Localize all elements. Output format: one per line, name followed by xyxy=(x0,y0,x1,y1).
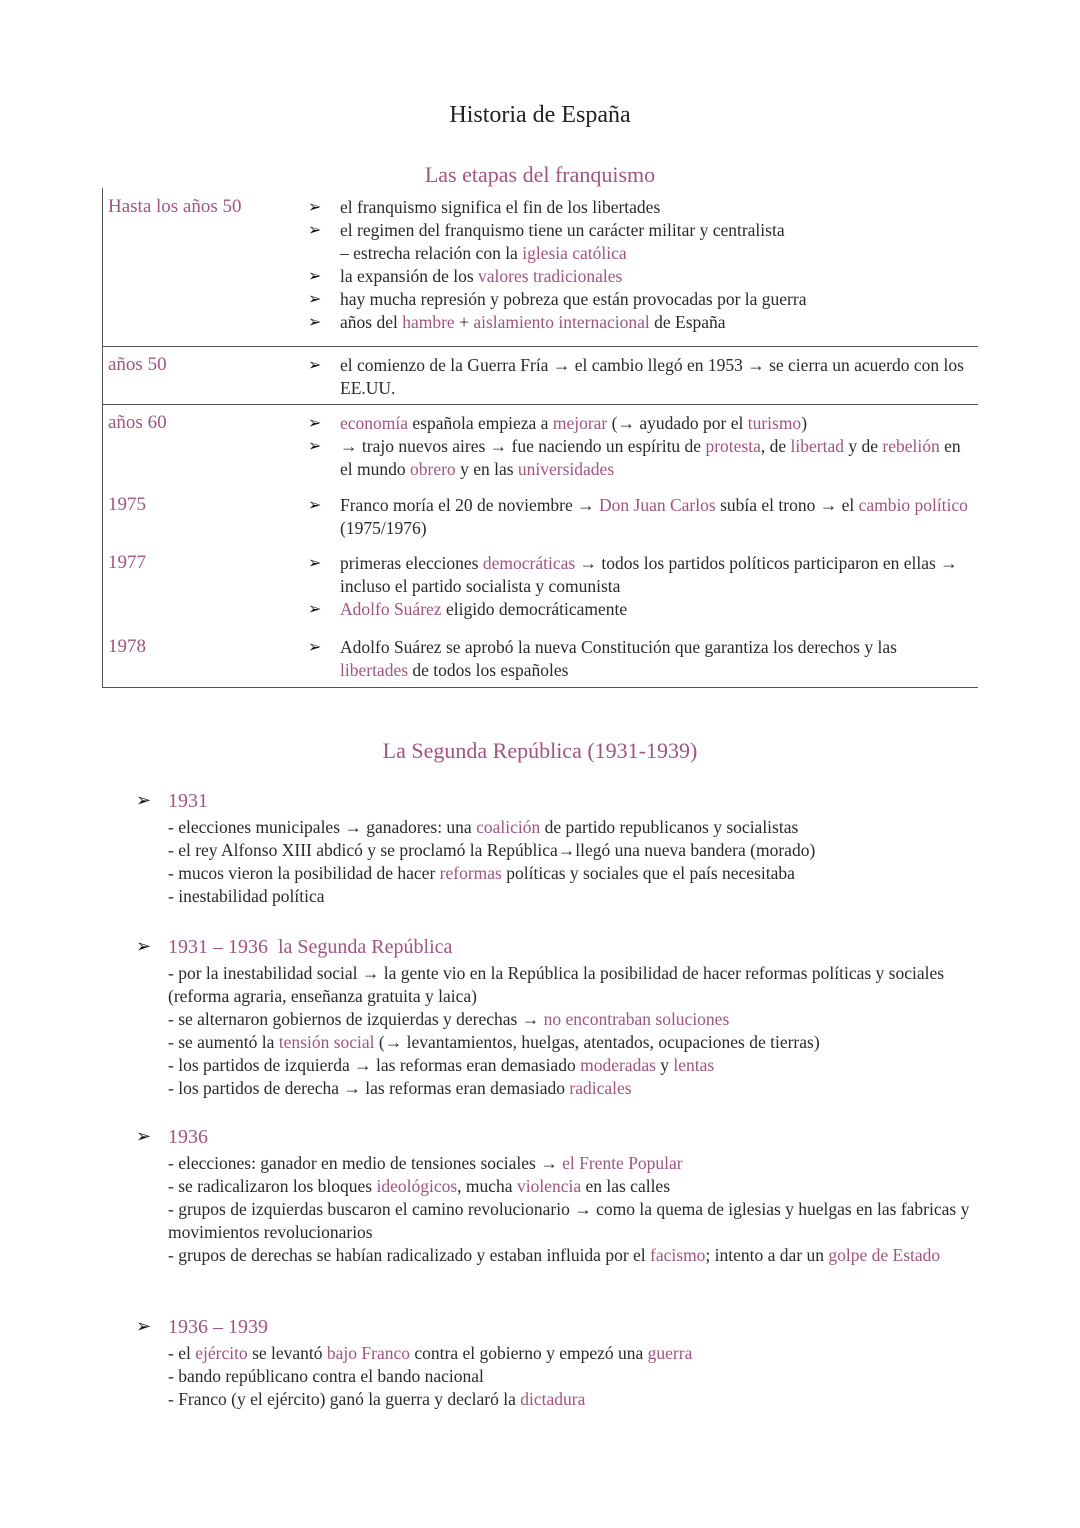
row-label: años 60 xyxy=(108,412,167,433)
list-item xyxy=(308,265,968,288)
rich-text xyxy=(168,1366,484,1386)
document-title: Historia de España xyxy=(449,102,631,128)
rich-text xyxy=(340,495,968,538)
rich-text xyxy=(168,1389,585,1409)
highlighted-term: moderadas xyxy=(580,1055,656,1075)
arrow-bullet-icon: ➢ xyxy=(308,199,322,216)
text-segment: primeras elecciones xyxy=(340,553,483,573)
list-item xyxy=(168,1031,976,1054)
highlighted-term: lentas xyxy=(673,1055,715,1075)
row-items xyxy=(308,412,968,481)
list-item xyxy=(168,816,976,839)
text-segment: , de xyxy=(760,436,791,456)
list-item xyxy=(168,1152,976,1175)
highlighted-term: no encontraban soluciones xyxy=(543,1009,730,1029)
list-item xyxy=(308,412,968,435)
table-divider xyxy=(102,687,978,688)
group-heading: 1931 – 1936 la Segunda República xyxy=(168,936,453,958)
text-segment: políticas y sociales que el país necesitaba xyxy=(501,863,795,883)
text-segment: - elecciones: ganador en medio de tensiones sociales → xyxy=(168,1153,563,1173)
list-item xyxy=(168,1365,976,1388)
text-segment: española empieza a xyxy=(408,413,553,433)
list-item xyxy=(308,494,968,540)
text-segment: - bando repúblicano contra el bando nacional xyxy=(168,1366,484,1386)
highlighted-term: violencia xyxy=(516,1176,582,1196)
text-segment: - se alternaron gobiernos de izquierdas y derechas → xyxy=(168,1009,544,1029)
list-item xyxy=(308,219,968,242)
arrow-bullet-icon: ➢ xyxy=(308,639,322,656)
rich-text xyxy=(340,266,622,286)
highlighted-term: rebelión xyxy=(882,436,940,456)
list-item xyxy=(308,435,968,481)
rich-text xyxy=(168,1199,969,1242)
table-divider xyxy=(102,404,978,405)
highlighted-term: tensión social xyxy=(278,1032,375,1052)
rich-text xyxy=(340,355,964,398)
arrow-bullet-icon: ➢ xyxy=(308,438,322,455)
section-title-franquismo: Las etapas del franquismo xyxy=(424,162,656,187)
highlighted-term: bajo Franco xyxy=(326,1343,411,1363)
highlighted-term: radicales xyxy=(569,1078,632,1098)
rich-text xyxy=(340,220,785,240)
text-segment: contra el gobierno y empezó una xyxy=(410,1343,648,1363)
arrow-bullet-icon: ➢ xyxy=(136,936,152,956)
row-items xyxy=(308,196,968,334)
text-segment: años del xyxy=(340,312,403,332)
highlighted-term: reformas xyxy=(439,863,502,883)
rich-text xyxy=(340,243,627,263)
arrow-bullet-icon: ➢ xyxy=(308,601,322,618)
text-segment: - el rey Alfonso XIII abdicó y se proclamó la República→llegó una nueva bandera (morado) xyxy=(168,840,816,860)
text-segment: de todos los españoles xyxy=(408,660,569,680)
text-segment: el franquismo significa el fin de los libertades xyxy=(340,197,661,217)
list-item xyxy=(168,1175,976,1198)
arrow-bullet-icon: ➢ xyxy=(308,415,322,432)
arrow-bullet-icon: ➢ xyxy=(308,291,322,308)
list-item xyxy=(308,288,968,311)
highlighted-term: democráticas xyxy=(482,553,576,573)
text-segment: de España xyxy=(649,312,726,332)
list-item xyxy=(308,636,968,682)
group-heading: 1936 – 1939 xyxy=(168,1316,268,1338)
text-segment: hay mucha represión y pobreza que están provocadas por la guerra xyxy=(340,289,807,309)
highlighted-term: Adolfo Suárez xyxy=(340,599,442,619)
text-segment: y de xyxy=(843,436,883,456)
highlighted-term: golpe de Estado xyxy=(828,1245,941,1265)
table-left-border xyxy=(102,188,103,688)
text-segment: el comienzo de la Guerra Fría → el cambio llegó en 1953 → se cierra un acuerdo con los EE.UU. xyxy=(340,355,964,398)
arrow-bullet-icon: ➢ xyxy=(308,222,322,239)
text-segment: (→ levantamientos, huelgas, atentados, ocupaciones de tierras) xyxy=(374,1032,820,1052)
list-sub-item xyxy=(308,242,968,265)
rich-text xyxy=(168,1245,940,1265)
group-lines xyxy=(168,962,976,1100)
arrow-bullet-icon: ➢ xyxy=(308,314,322,331)
list-item xyxy=(168,1244,976,1267)
row-items xyxy=(308,354,968,400)
row-items xyxy=(308,552,968,621)
rich-text xyxy=(340,289,806,309)
rich-text xyxy=(340,413,807,433)
rich-text xyxy=(340,197,660,217)
text-segment: ; intento a dar un xyxy=(705,1245,829,1265)
list-item xyxy=(308,598,968,621)
text-segment: en las calles xyxy=(581,1176,671,1196)
row-items xyxy=(308,494,968,540)
highlighted-term: aislamiento internacional xyxy=(473,312,650,332)
text-segment: , mucha xyxy=(457,1176,517,1196)
row-label: 1977 xyxy=(108,552,146,573)
list-item xyxy=(168,1054,976,1077)
list-item xyxy=(168,962,976,1008)
text-segment: - mucos vieron la posibilidad de hacer xyxy=(168,863,440,883)
highlighted-term: obrero xyxy=(410,459,456,479)
rich-text xyxy=(168,1078,632,1098)
list-item xyxy=(308,552,968,598)
list-item xyxy=(168,1008,976,1031)
list-item xyxy=(308,196,968,219)
highlighted-term: libertad xyxy=(790,436,844,456)
rich-text xyxy=(340,599,627,619)
text-segment: → todos los partidos políticos participaron en ellas → incluso el partido socialista y comunista xyxy=(340,553,958,596)
text-segment: - por la inestabilidad social → la gente vio en la República la posibilidad de hacer reformas políticas y sociales (reforma agraria, enseñanza gratuita y laica) xyxy=(168,963,945,1006)
list-item xyxy=(168,1077,976,1100)
rich-text xyxy=(168,1055,714,1075)
highlighted-term: guerra xyxy=(647,1343,693,1363)
arrow-bullet-icon: ➢ xyxy=(308,497,322,514)
text-segment: (→ ayudado por el xyxy=(607,413,748,433)
text-segment: + xyxy=(454,312,474,332)
text-segment: - grupos de derechas se habían radicalizado y estaban influida por el xyxy=(168,1245,651,1265)
highlighted-term: ejército xyxy=(195,1343,248,1363)
highlighted-term: valores tradicionales xyxy=(478,266,623,286)
text-segment: y en las xyxy=(455,459,518,479)
text-segment: → trajo nuevos aires → fue naciendo un espíritu de xyxy=(340,436,706,456)
rich-text xyxy=(168,863,795,883)
list-item xyxy=(168,1198,976,1244)
rich-text xyxy=(340,637,897,680)
highlighted-term: economía xyxy=(340,413,409,433)
rich-text xyxy=(168,1176,670,1196)
rich-text xyxy=(168,840,815,860)
text-segment: Adolfo Suárez se aprobó la nueva Constitución que garantiza los derechos y las xyxy=(340,637,897,657)
text-segment: - los partidos de derecha → las reformas eran demasiado xyxy=(168,1078,570,1098)
list-item xyxy=(168,1388,976,1411)
text-segment: y xyxy=(655,1055,674,1075)
text-segment: - inestabilidad política xyxy=(168,886,325,906)
list-item xyxy=(168,862,976,885)
highlighted-term: ideológicos xyxy=(376,1176,458,1196)
arrow-bullet-icon: ➢ xyxy=(308,268,322,285)
highlighted-term: facismo xyxy=(650,1245,706,1265)
text-segment: - se radicalizaron los bloques xyxy=(168,1176,377,1196)
text-segment: de partido republicanos y socialistas xyxy=(540,817,799,837)
list-item xyxy=(308,354,968,400)
arrow-bullet-icon: ➢ xyxy=(136,1126,152,1146)
row-label: 1978 xyxy=(108,636,146,657)
list-item xyxy=(168,1342,976,1365)
text-segment: - se aumentó la xyxy=(168,1032,279,1052)
arrow-bullet-icon: ➢ xyxy=(308,555,322,572)
rich-text xyxy=(168,817,798,837)
highlighted-term: dictadura xyxy=(520,1389,586,1409)
arrow-bullet-icon: ➢ xyxy=(308,357,322,374)
text-segment: se levantó xyxy=(247,1343,327,1363)
text-segment: (1975/1976) xyxy=(340,518,427,538)
highlighted-term: coalición xyxy=(476,817,541,837)
highlighted-term: el Frente Popular xyxy=(562,1153,683,1173)
text-segment: en el mundo xyxy=(340,436,961,479)
text-segment: – estrecha relación con la xyxy=(340,243,523,263)
text-segment: subía el trono → el xyxy=(715,495,859,515)
group-lines xyxy=(168,816,976,908)
rich-text xyxy=(340,436,961,479)
text-segment: - los partidos de izquierda → las reformas eran demasiado xyxy=(168,1055,581,1075)
group-heading: 1936 xyxy=(168,1126,208,1148)
row-label: Hasta los años 50 xyxy=(108,196,242,217)
franquismo-timeline-table xyxy=(102,188,978,688)
group-heading: 1931 xyxy=(168,790,208,812)
highlighted-term: libertades xyxy=(340,660,409,680)
highlighted-term: universidades xyxy=(517,459,615,479)
text-segment: Franco moría el 20 de noviembre → xyxy=(340,495,600,515)
rich-text xyxy=(340,312,726,332)
rich-text xyxy=(168,886,324,906)
highlighted-term: mejorar xyxy=(552,413,608,433)
row-items xyxy=(308,636,968,682)
table-divider xyxy=(102,346,978,347)
highlighted-term: iglesia católica xyxy=(522,243,627,263)
group-lines xyxy=(168,1152,976,1267)
rich-text xyxy=(168,963,944,1006)
text-segment: - el xyxy=(168,1343,196,1363)
rich-text xyxy=(340,553,958,596)
arrow-bullet-icon: ➢ xyxy=(136,1316,152,1336)
text-segment: la expansión de los xyxy=(340,266,479,286)
text-segment: ) xyxy=(801,413,808,433)
arrow-bullet-icon: ➢ xyxy=(136,790,152,810)
text-segment: - Franco (y el ejército) ganó la guerra y declaró la xyxy=(168,1389,521,1409)
text-segment: - elecciones municipales → ganadores: una xyxy=(168,817,477,837)
rich-text xyxy=(168,1343,692,1363)
section-title-republica: La Segunda República (1931-1939) xyxy=(382,738,698,763)
group-lines xyxy=(168,1342,976,1411)
highlighted-term: turismo xyxy=(747,413,802,433)
highlighted-term: cambio político xyxy=(858,495,968,515)
rich-text xyxy=(168,1032,820,1052)
row-label: años 50 xyxy=(108,354,167,375)
highlighted-term: Don Juan Carlos xyxy=(599,495,716,515)
rich-text xyxy=(168,1153,683,1173)
text-segment: el regimen del franquismo tiene un carácter militar y centralista xyxy=(340,220,785,240)
highlighted-term: hambre xyxy=(402,312,455,332)
row-label: 1975 xyxy=(108,494,146,515)
rich-text xyxy=(168,1009,729,1029)
list-item xyxy=(168,885,976,908)
highlighted-term: protesta xyxy=(705,436,761,456)
text-segment: eligido democráticamente xyxy=(441,599,628,619)
text-segment: - grupos de izquierdas buscaron el camino revolucionario → como la quema de iglesias y huelgas en las fabricas y movimientos revolucionarios xyxy=(168,1199,970,1242)
list-item xyxy=(308,311,968,334)
list-item xyxy=(168,839,976,862)
